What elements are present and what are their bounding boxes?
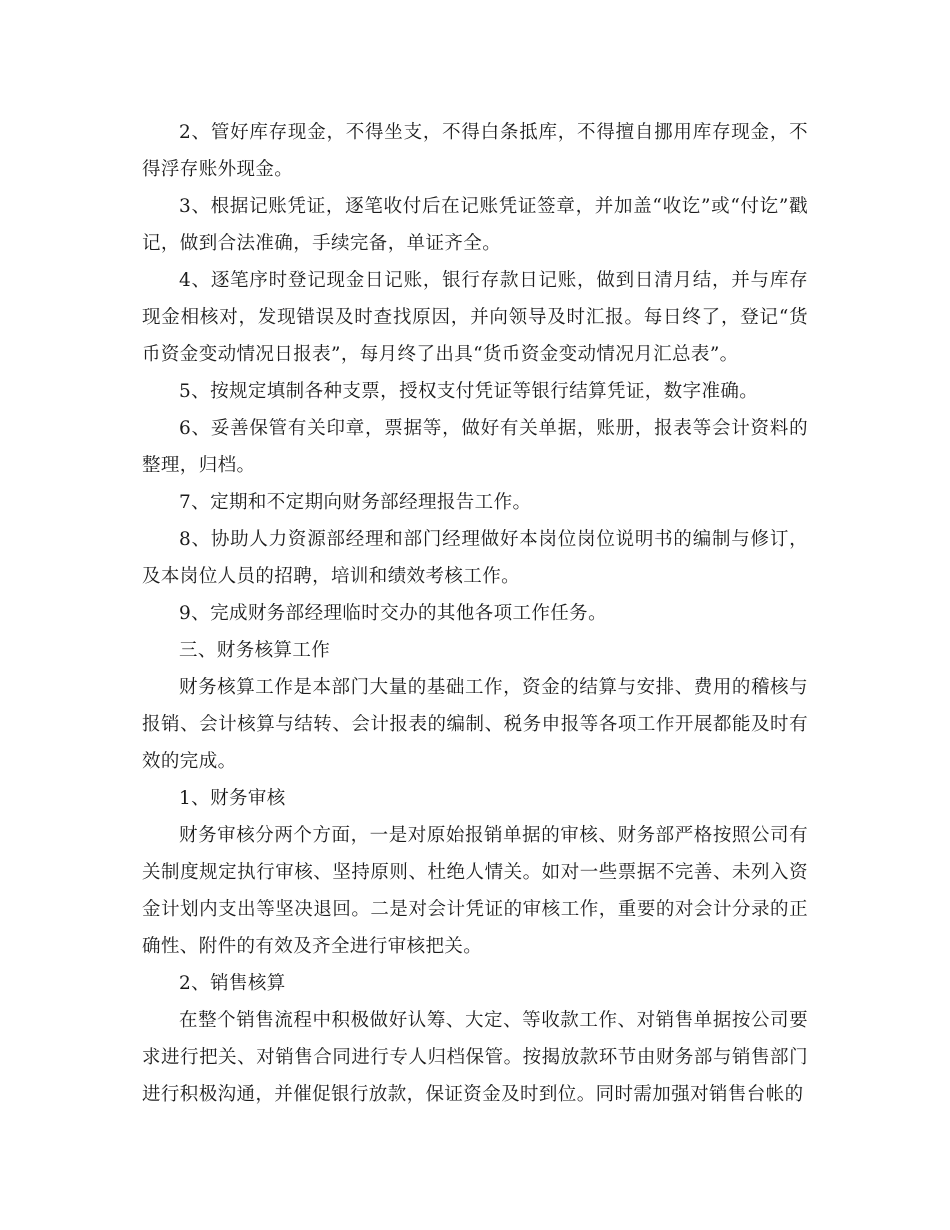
paragraph-sales-accounting: 在整个销售流程中积极做好认筹、大定、等收款工作、对销售单据按公司要求进行把关、对销售合同进行专人归档保管。按揭放款环节由财务部与销售部门进行积极沟通，并催促银行放款，保证资金及时到位。同时需加强对销售台帐的 [142, 1010, 808, 1105]
document-body [142, 114, 808, 1113]
paragraph-item-6-seal-custody: 6、妥善保管有关印章，票据等，做好有关单据，账册，报表等会计资料的整理，归档。 [142, 418, 808, 476]
subheading-financial-audit: 1、财务审核 [179, 788, 286, 809]
paragraph-item-7-reporting: 7、定期和不定期向财务部经理报告工作。 [179, 492, 532, 513]
paragraph-item-9-other-tasks: 9、完成财务部经理临时交办的其他各项工作任务。 [179, 603, 607, 624]
paragraph-item-2-cash-management: 2、管好库存现金，不得坐支，不得白条抵库，不得擅自挪用库存现金，不得浮存账外现金。 [142, 122, 808, 180]
paragraph-item-3-voucher-signing: 3、根据记账凭证，逐笔收付后在记账凭证签章，并加盖“收讫”或“付讫”戳记，做到合法准确，手续完备，单证齐全。 [142, 196, 808, 254]
paragraph-financial-audit: 财务审核分两个方面，一是对原始报销单据的审核、财务部严格按照公司有关制度规定执行审核、坚持原则、杜绝人情关。如对一些票据不完善、未列入资金计划内支出等坚决退回。二是对会计凭证的审核工作，重要的对会计分录的正确性、附件的有效及齐全进行审核把关。 [142, 825, 808, 957]
paragraph-item-8-hr-assistance: 8、协助人力资源部经理和部门经理做好本岗位岗位说明书的编制与修订，及本岗位人员的招聘，培训和绩效考核工作。 [142, 529, 808, 587]
subheading-sales-accounting: 2、销售核算 [179, 973, 286, 994]
paragraph-accounting-overview: 财务核算工作是本部门大量的基础工作，资金的结算与安排、费用的稽核与报销、会计核算与结转、会计报表的编制、税务申报等各项工作开展都能及时有效的完成。 [142, 677, 808, 772]
paragraph-item-4-journal-registration: 4、逐笔序时登记现金日记账，银行存款日记账，做到日清月结，并与库存现金相核对，发现错误及时查找原因，并向领导及时汇报。每日终了，登记“货币资金变动情况日报表”，每月终了出具“货币资金变动情况月汇总表”。 [142, 270, 808, 365]
section-heading-financial-accounting: 三、财务核算工作 [179, 640, 331, 661]
paragraph-item-5-cheque-filling: 5、按规定填制各种支票，授权支付凭证等银行结算凭证，数字准确。 [179, 381, 759, 402]
